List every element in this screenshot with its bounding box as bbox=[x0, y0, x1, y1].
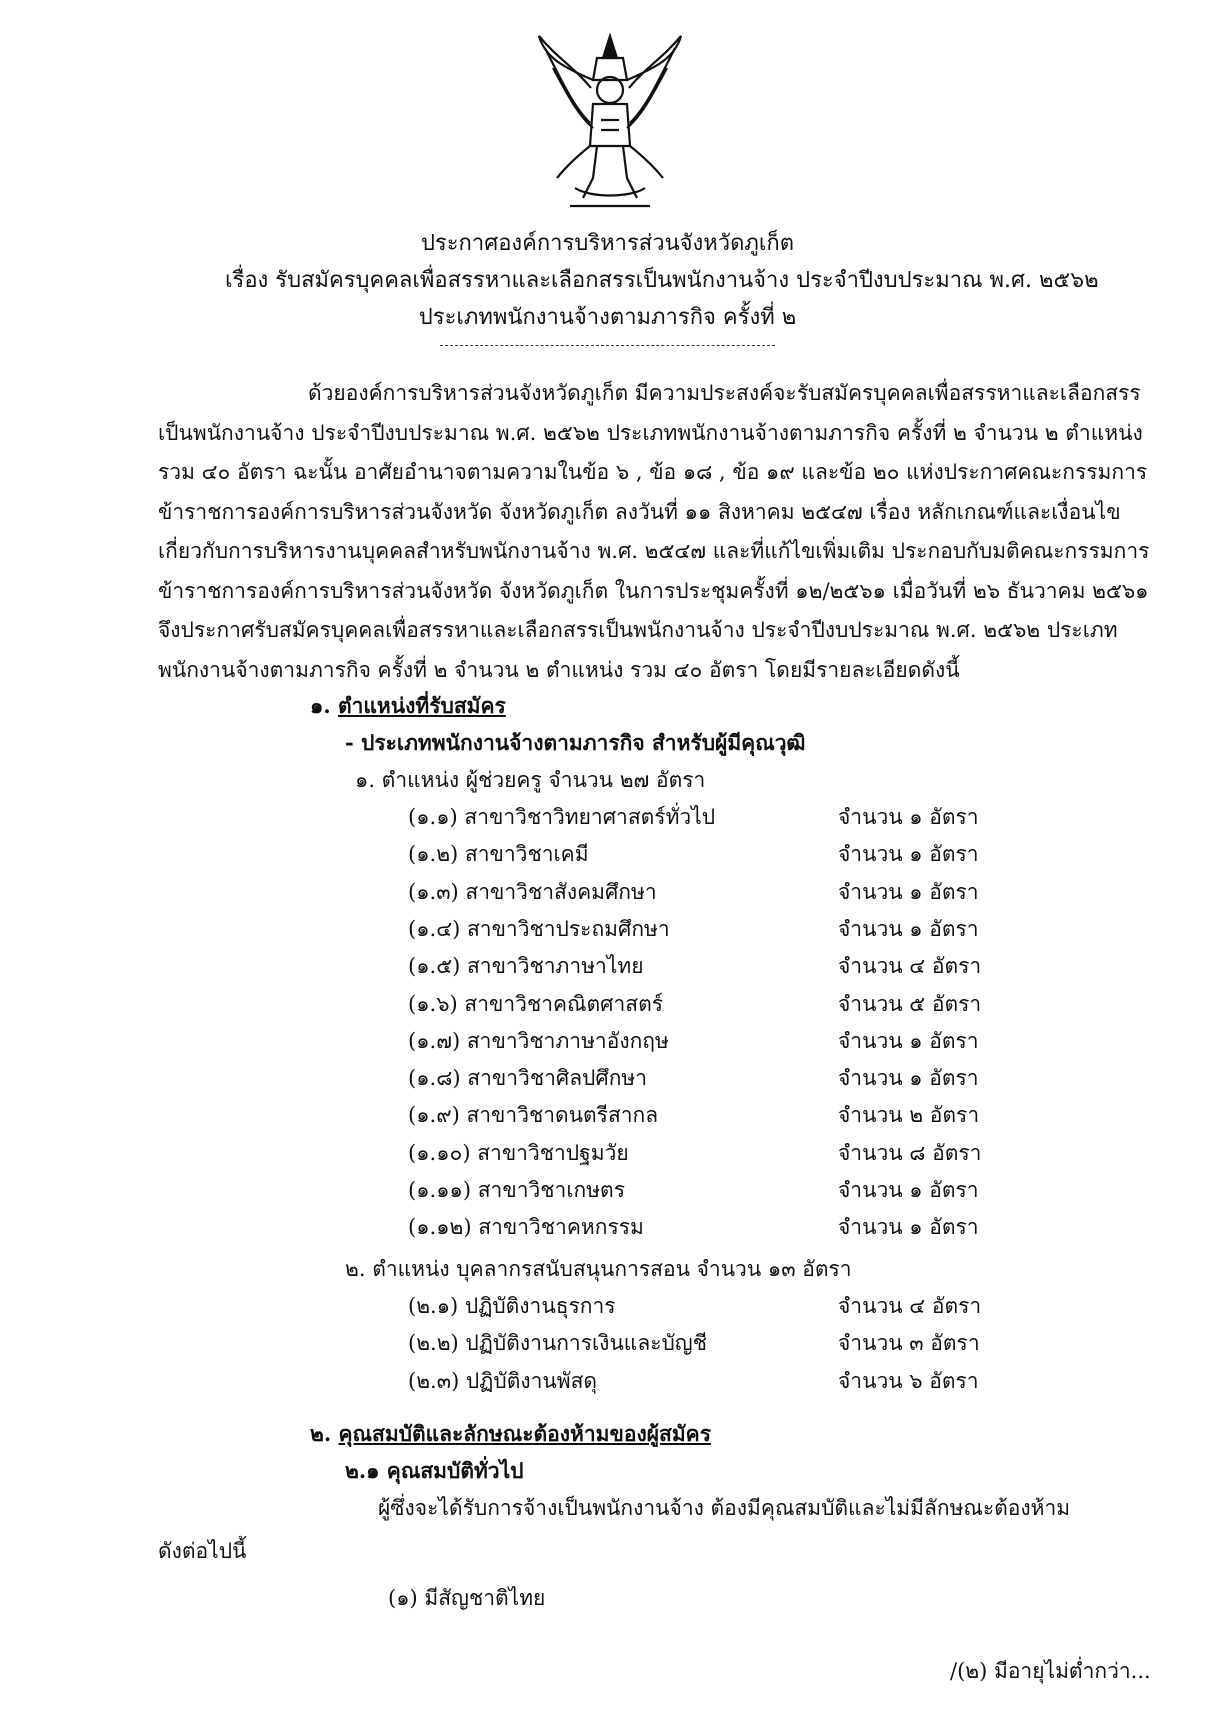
subject-position-row bbox=[408, 950, 982, 983]
support-position-count: จำนวน ๖ อัตรา bbox=[838, 1368, 979, 1393]
section-2-1-heading: ๒.๑ คุณสมบัติทั่วไป bbox=[345, 1458, 524, 1483]
subject-position-label: (๑.๑๐) สาขาวิชาปฐมวัย bbox=[408, 1140, 629, 1165]
subject-position-count: จำนวน ๕ อัตรา bbox=[838, 991, 982, 1016]
subject-position-row bbox=[408, 801, 979, 834]
qualification-intro-cont: ดังต่อไปนี้ bbox=[158, 1539, 247, 1563]
section-1-number: ๑. bbox=[310, 693, 331, 718]
intro-line: ข้าราชการองค์การบริหารส่วนจังหวัด จังหวัดภูเก็ต ลงวันที่ ๑๑ สิงหาคม ๒๕๔๗ เรื่อง หลักเกณฑ์และเงื่อนไข bbox=[158, 499, 1121, 524]
support-position-label: (๒.๓) ปฏิบัติงานพัสดุ bbox=[408, 1368, 598, 1393]
subject-position-row bbox=[408, 913, 979, 946]
qualification-item-1: (๑) มีสัญชาติไทย bbox=[388, 1586, 546, 1610]
section-1-title: ตำแหน่งที่รับสมัคร bbox=[337, 693, 506, 718]
subject-position-count: จำนวน ๑ อัตรา bbox=[838, 916, 979, 941]
subject-position-row bbox=[408, 988, 982, 1021]
position-2-heading: ๒. ตำแหน่ง บุคลากรสนับสนุนการสอน จำนวน ๑๓ อัตรา bbox=[345, 1257, 852, 1281]
continued-note: /(๒) มีอายุไม่ต่ำกว่า... bbox=[950, 1659, 1151, 1683]
intro-line: ด้วยองค์การบริหารส่วนจังหวัดภูเก็ต มีความประสงค์จะรับสมัครบุคคลเพื่อสรรหาและเลือกสรร bbox=[308, 381, 1141, 405]
subject-position-count: จำนวน ๔ อัตรา bbox=[838, 954, 982, 979]
subject-position-row bbox=[408, 1062, 979, 1095]
subject-position-count: จำนวน ๘ อัตรา bbox=[838, 1140, 982, 1165]
intro-line: รวม ๔๐ อัตรา ฉะนั้น อาศัยอำนาจตามความในข้อ ๖ , ข้อ ๑๘ , ข้อ ๑๙ และข้อ ๒๐ แห่งประกาศคณะกรรมการ bbox=[158, 460, 1148, 484]
intro-line: ข้าราชการองค์การบริหารส่วนจังหวัด จังหวัดภูเก็ต ในการประชุมครั้งที่ ๑๒/๒๕๖๑ เมื่อวันที่ ๒๖ ธันวาคม ๒๕๖๑ bbox=[158, 578, 1149, 603]
subject-position-label: (๑.๑๑) สาขาวิชาเกษตร bbox=[408, 1178, 625, 1202]
subject-position-row bbox=[408, 838, 979, 871]
intro-paragraph bbox=[158, 374, 1150, 690]
section-2-number: ๒. bbox=[310, 1421, 332, 1446]
support-position-row bbox=[408, 1365, 979, 1398]
subject-position-label: (๑.๓) สาขาวิชาสังคมศึกษา bbox=[408, 879, 657, 904]
position-1-heading: ๑. ตำแหน่ง ผู้ช่วยครู จำนวน ๒๗ อัตรา bbox=[355, 768, 706, 792]
subject-position-label: (๑.๑) สาขาวิชาวิทยาศาสตร์ทั่วไป bbox=[408, 805, 716, 829]
announcement-subject: เรื่อง รับสมัครบุคคลเพื่อสรรหาและเลือกสรรเป็นพนักงานจ้าง ประจำปีงบประมาณ พ.ศ. ๒๕๖๒ bbox=[225, 268, 1099, 293]
subject-position-label: (๑.๙) สาขาวิชาดนตรีสากล bbox=[408, 1103, 659, 1128]
subject-position-row bbox=[408, 876, 979, 909]
subject-position-label: (๑.๕) สาขาวิชาภาษาไทย bbox=[408, 954, 644, 979]
subject-position-row bbox=[408, 1174, 979, 1207]
section-1-subtitle: - ประเภทพนักงานจ้างตามภารกิจ สำหรับผู้มีคุณวุฒิ bbox=[345, 730, 806, 755]
section-1-heading bbox=[310, 690, 506, 723]
subject-position-count: จำนวน ๑ อัตรา bbox=[838, 1215, 979, 1240]
subject-position-label: (๑.๑๒) สาขาวิชาคหกรรม bbox=[408, 1215, 644, 1240]
subject-position-row bbox=[408, 1137, 982, 1170]
subject-position-label: (๑.๒) สาขาวิชาเคมี bbox=[408, 842, 589, 867]
support-position-label: (๒.๒) ปฏิบัติงานการเงินและบัญชี bbox=[408, 1331, 707, 1356]
subject-position-count: จำนวน ๑ อัตรา bbox=[838, 1028, 979, 1053]
garuda-emblem-icon bbox=[535, 28, 685, 213]
support-position-row bbox=[408, 1290, 982, 1323]
subject-position-label: (๑.๘) สาขาวิชาศิลปศึกษา bbox=[408, 1066, 648, 1091]
support-position-count: จำนวน ๓ อัตรา bbox=[838, 1331, 980, 1356]
subject-position-label: (๑.๗) สาขาวิชาภาษาอังกฤษ bbox=[408, 1028, 669, 1053]
subject-position-count: จำนวน ๑ อัตรา bbox=[838, 879, 979, 904]
subject-position-count: จำนวน ๒ อัตรา bbox=[838, 1103, 980, 1128]
subject-position-row bbox=[408, 1211, 979, 1244]
section-2-title: คุณสมบัติและลักษณะต้องห้ามของผู้สมัคร bbox=[338, 1421, 711, 1446]
support-position-row bbox=[408, 1327, 980, 1360]
subject-position-row bbox=[408, 1099, 980, 1132]
subject-position-count: จำนวน ๑ อัตรา bbox=[838, 1066, 979, 1091]
title-divider bbox=[440, 345, 775, 346]
subject-position-count: จำนวน ๑ อัตรา bbox=[838, 805, 979, 829]
section-2-heading bbox=[310, 1418, 711, 1451]
subject-position-count: จำนวน ๑ อัตรา bbox=[838, 1178, 979, 1202]
support-position-label: (๒.๑) ปฏิบัติงานธุรการ bbox=[408, 1294, 616, 1318]
subject-position-label: (๑.๖) สาขาวิชาคณิตศาสตร์ bbox=[408, 991, 664, 1016]
subject-position-row bbox=[408, 1025, 979, 1058]
intro-line: เกี่ยวกับการบริหารงานบุคคลสำหรับพนักงานจ้าง พ.ศ. ๒๕๔๗ และที่แก้ไขเพิ่มเติม ประกอบกับมติคณะกรรมการ bbox=[158, 539, 1150, 563]
announcement-type: ประเภทพนักงานจ้างตามภารกิจ ครั้งที่ ๒ bbox=[418, 305, 797, 330]
subject-position-count: จำนวน ๑ อัตรา bbox=[838, 842, 979, 867]
intro-line: พนักงานจ้างตามภารกิจ ครั้งที่ ๒ จำนวน ๒ ตำแหน่ง รวม ๔๐ อัตรา โดยมีรายละเอียดดังนี้ bbox=[158, 657, 960, 682]
intro-line: เป็นพนักงานจ้าง ประจำปีงบประมาณ พ.ศ. ๒๕๖๒ ประเภทพนักงานจ้างตามภารกิจ ครั้งที่ ๒ จำนวน ๒ ตำแหน่ง bbox=[158, 420, 1143, 445]
intro-line: จึงประกาศรับสมัครบุคคลเพื่อสรรหาและเลือกสรรเป็นพนักงานจ้าง ประจำปีงบประมาณ พ.ศ. ๒๕๖๒ ประเภท bbox=[158, 618, 1118, 642]
qualification-intro: ผู้ซึ่งจะได้รับการจ้างเป็นพนักงานจ้าง ต้องมีคุณสมบัติและไม่มีลักษณะต้องห้าม bbox=[378, 1496, 1071, 1520]
support-position-count: จำนวน ๔ อัตรา bbox=[838, 1294, 982, 1318]
subject-position-label: (๑.๔) สาขาวิชาประถมศึกษา bbox=[408, 916, 670, 941]
announcement-org: ประกาศองค์การบริหารส่วนจังหวัดภูเก็ต bbox=[420, 231, 795, 256]
